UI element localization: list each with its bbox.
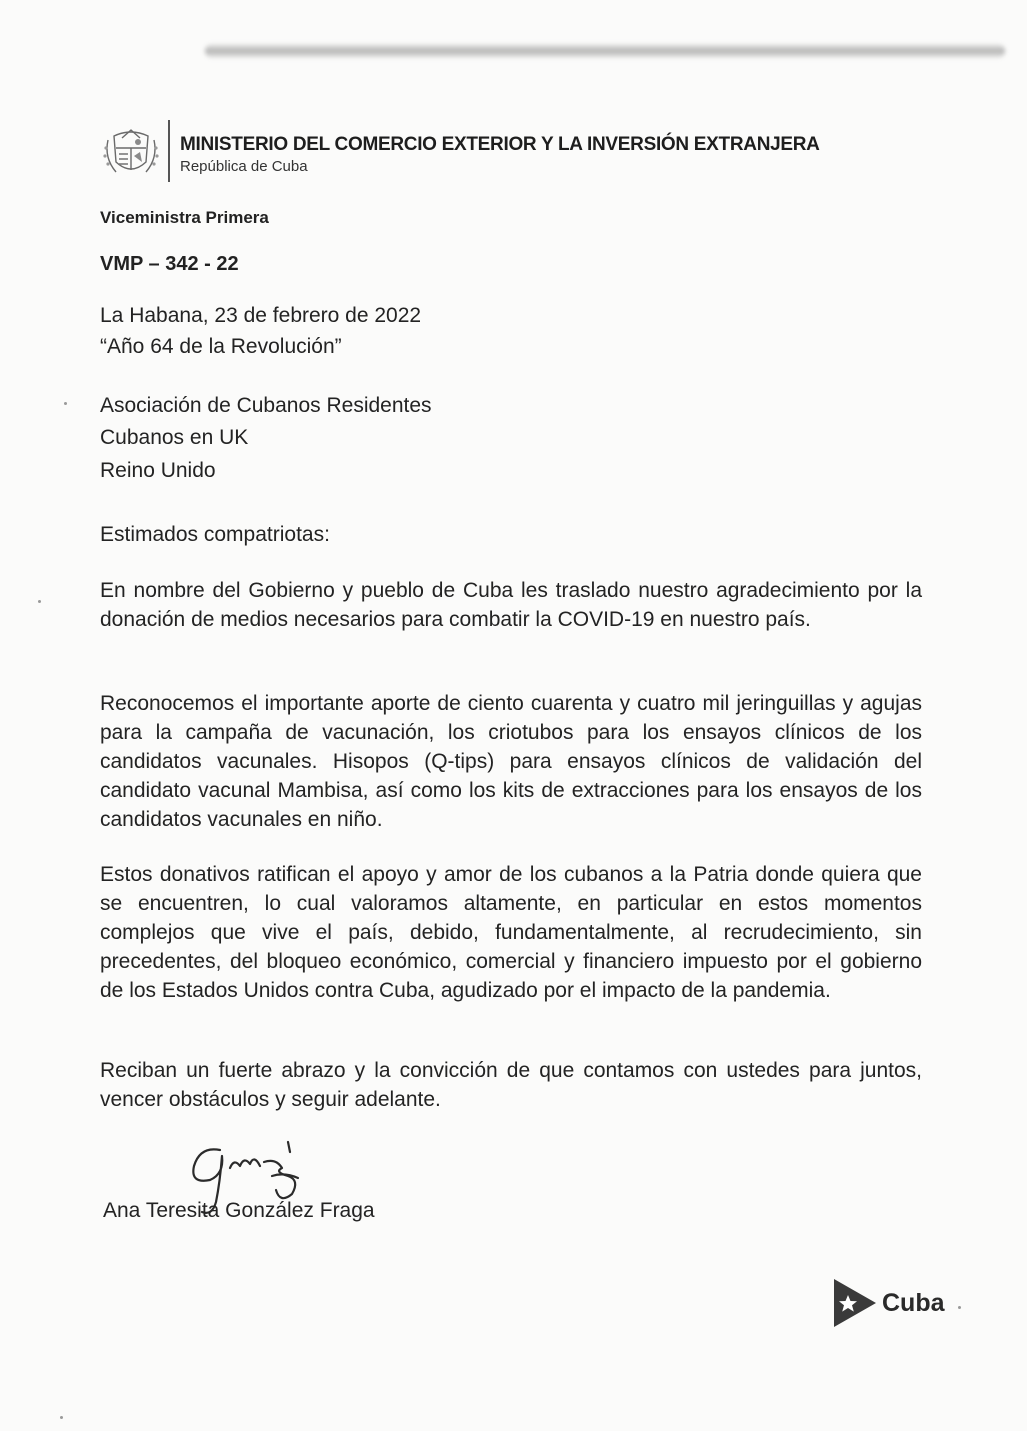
scan-shadow — [205, 44, 1005, 58]
cuba-brand-text: Cuba — [882, 1288, 945, 1317]
letterhead-divider — [168, 120, 170, 182]
scan-speck — [60, 1416, 63, 1419]
cuba-flag-triangle-icon — [832, 1277, 878, 1329]
recipient-line-3: Reino Unido — [100, 459, 216, 482]
recipient-line-2: Cubanos en UK — [100, 426, 249, 449]
cuba-brand-logo — [832, 1277, 945, 1329]
signer-name: Ana Teresita González Fraga — [103, 1199, 375, 1222]
office-title: Viceministra Primera — [100, 208, 269, 227]
place-date: La Habana, 23 de febrero de 2022 — [100, 304, 422, 327]
paragraph-1: En nombre del Gobierno y pueblo de Cuba les traslado nuestro agradecimiento por la donación de medios necesarios para combatir la COVID-19 en nuestro país. — [100, 579, 922, 631]
paragraph-2: Reconocemos el importante aporte de ciento cuarenta y cuatro mil jeringuillas y agujas para la campaña de vacunación, los criotubos para los ensayos clínicos de los candidatos vacunales. Hisopos (Q-tips) para ensayos clínicos de validación del candidato vacunal Mambisa, así como los kits de extracciones para los ensayos de los candidatos vacunales en niño. — [100, 692, 922, 831]
republic-name: República de Cuba — [180, 158, 308, 175]
cuba-coat-of-arms-icon — [100, 118, 162, 184]
reference-number: VMP – 342 - 22 — [100, 253, 239, 275]
year-motto: “Año 64 de la Revolución” — [100, 335, 342, 358]
scan-speck — [38, 600, 41, 603]
scan-speck — [64, 402, 67, 405]
letterhead — [100, 118, 820, 190]
paragraph-4: Reciban un fuerte abrazo y la convicción de que contamos con ustedes para juntos, vencer obstáculos y seguir adelante. — [100, 1059, 922, 1111]
recipient-line-1: Asociación de Cubanos Residentes — [100, 394, 432, 417]
salutation: Estimados compatriotas: — [100, 523, 330, 546]
scan-speck — [958, 1306, 961, 1309]
ministry-name: MINISTERIO DEL COMERCIO EXTERIOR Y LA INVERSIÓN EXTRANJERA — [180, 134, 820, 155]
letterhead-text — [180, 118, 820, 175]
paragraph-3: Estos donativos ratifican el apoyo y amor de los cubanos a la Patria donde quiera que se encuentren, lo cual valoramos altamente, en particular en estos momentos complejos que vive el país, debido, fundamentalmente, al recrudecimiento, sin precedentes, del bloqueo económico, comercial y financiero impuesto por el gobierno de los Estados Unidos contra Cuba, agudizado por el impacto de la pandemia. — [100, 863, 922, 1002]
